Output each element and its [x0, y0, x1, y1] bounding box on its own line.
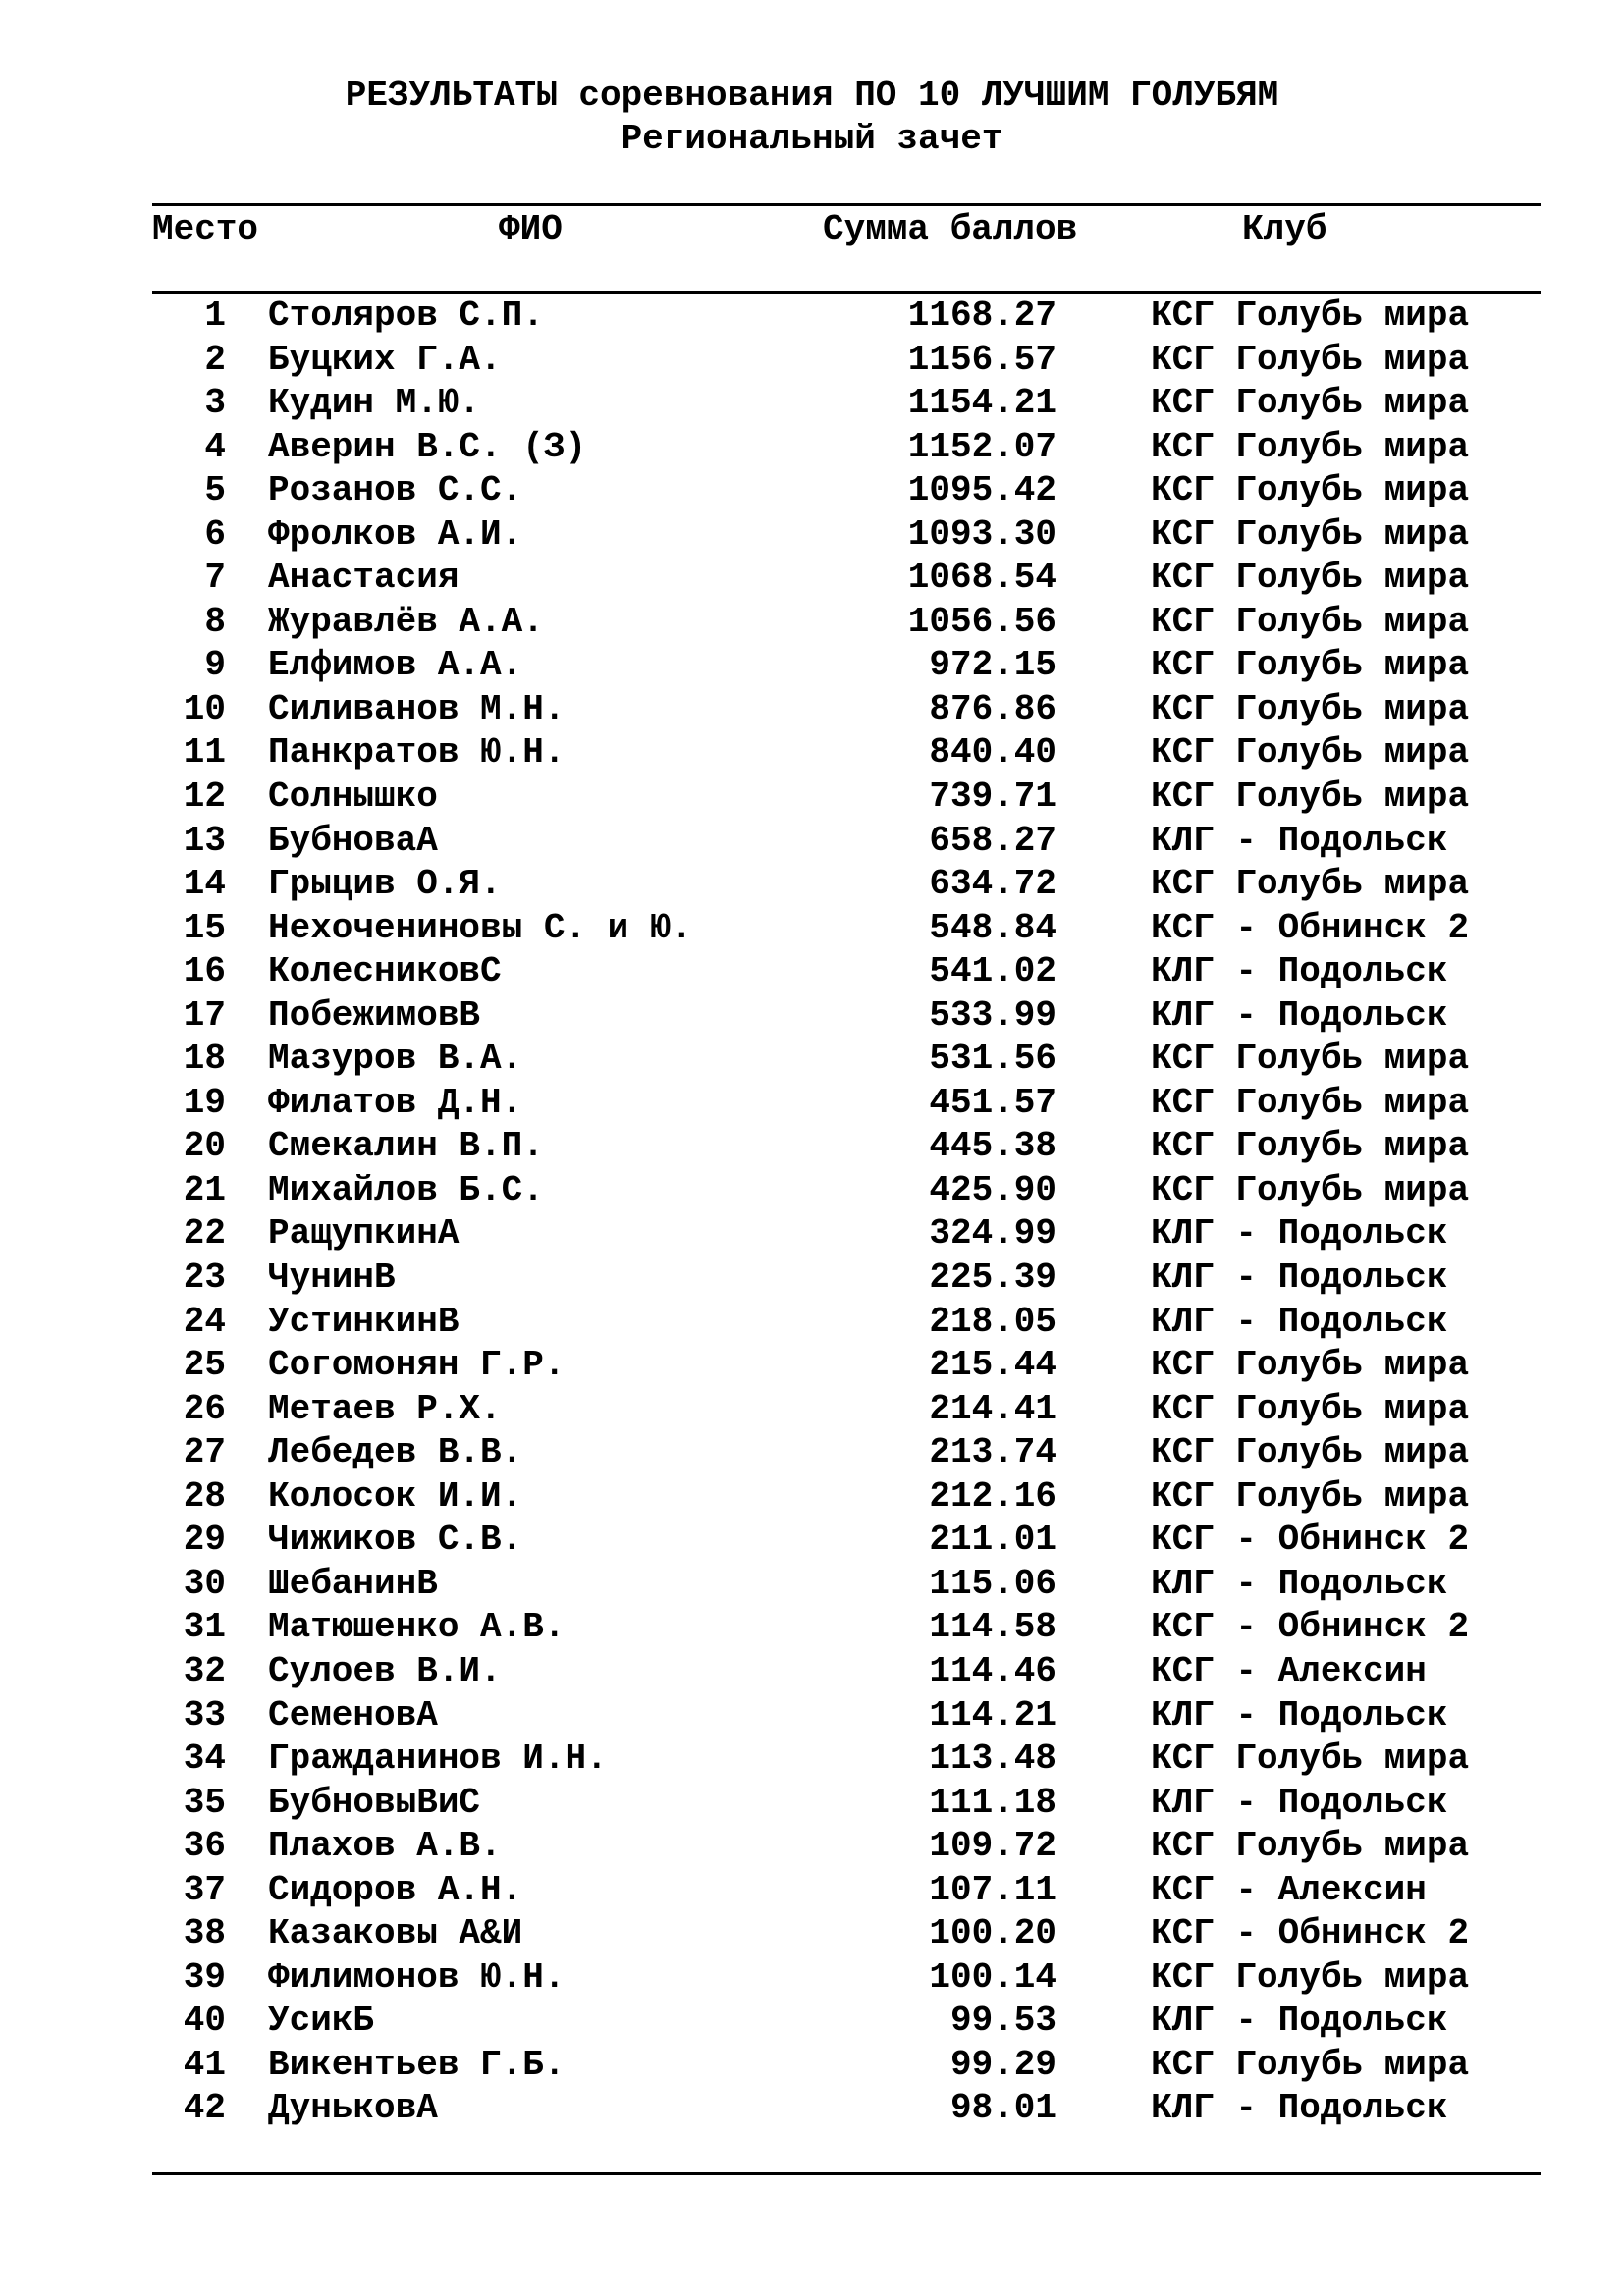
score-cell: 533.99 [929, 994, 1056, 1036]
club-cell: КЛГ - Подольск [1151, 1301, 1448, 1342]
table-row [0, 775, 1624, 820]
score-cell: 425.90 [929, 1169, 1056, 1210]
place-cell: 31 [183, 1607, 226, 1648]
table-row [0, 994, 1624, 1039]
table-row [0, 1431, 1624, 1475]
name-cell: КолесниковС [268, 951, 502, 992]
place-cell: 24 [183, 1301, 226, 1342]
bottom-divider [152, 2172, 1541, 2175]
table-row [0, 1301, 1624, 1345]
place-cell: 6 [204, 513, 226, 555]
page-title: РЕЗУЛЬТАТЫ соревнования ПО 10 ЛУЧШИМ ГОЛУБЯМ [345, 76, 1279, 116]
place-cell: 19 [183, 1082, 226, 1123]
place-cell: 39 [183, 1956, 226, 1998]
place-cell: 34 [183, 1738, 226, 1780]
column-header-place: Место [152, 209, 259, 249]
table-row [0, 469, 1624, 513]
table-row [0, 731, 1624, 775]
place-cell: 9 [204, 645, 226, 686]
name-cell: УсикБ [268, 2001, 375, 2042]
table-row [0, 1737, 1624, 1782]
table-row [0, 1125, 1624, 1169]
club-cell: КСГ Голубь мира [1151, 295, 1470, 336]
place-cell: 30 [183, 1563, 226, 1604]
table-row [0, 1519, 1624, 1563]
place-cell: 37 [183, 1869, 226, 1910]
score-cell: 1154.21 [907, 383, 1056, 424]
table-row [0, 1606, 1624, 1650]
name-cell: Грыцив О.Я. [268, 864, 502, 905]
club-cell: КСГ Голубь мира [1151, 470, 1470, 511]
club-cell: КСГ Голубь мира [1151, 732, 1470, 774]
place-cell: 7 [204, 558, 226, 599]
table-row [0, 1169, 1624, 1213]
table-row [0, 644, 1624, 688]
club-cell: КЛГ - Подольск [1151, 1563, 1448, 1604]
score-cell: 99.53 [949, 2001, 1056, 2042]
table-row [0, 1782, 1624, 1826]
name-cell: СеменовА [268, 1694, 438, 1735]
table-row [0, 907, 1624, 951]
name-cell: Нехочениновы С. и Ю. [268, 907, 693, 948]
club-cell: КСГ Голубь мира [1151, 513, 1470, 555]
score-cell: 634.72 [929, 864, 1056, 905]
table-row [0, 820, 1624, 864]
name-cell: Смекалин В.П. [268, 1126, 544, 1167]
place-cell: 2 [204, 339, 226, 380]
name-cell: ДуньковА [268, 2088, 438, 2129]
score-cell: 214.41 [929, 1388, 1056, 1429]
place-cell: 33 [183, 1694, 226, 1735]
score-cell: 658.27 [929, 820, 1056, 861]
table-row [0, 1388, 1624, 1432]
club-cell: КЛГ - Подольск [1151, 1782, 1448, 1823]
score-cell: 531.56 [929, 1039, 1056, 1080]
club-cell: КЛГ - Подольск [1151, 994, 1448, 1036]
name-cell: Аверин В.С. (З) [268, 426, 587, 467]
name-cell: Панкратов Ю.Н. [268, 732, 566, 774]
club-cell: КЛГ - Подольск [1151, 1694, 1448, 1735]
table-row [0, 1038, 1624, 1082]
club-cell: КСГ Голубь мира [1151, 558, 1470, 599]
column-header-score: Сумма баллов [823, 209, 1078, 249]
name-cell: Чижиков С.В. [268, 1520, 523, 1561]
place-cell: 42 [183, 2088, 226, 2129]
score-cell: 1056.56 [907, 601, 1056, 642]
name-cell: Михайлов Б.С. [268, 1169, 544, 1210]
table-row [0, 1825, 1624, 1869]
place-cell: 22 [183, 1213, 226, 1255]
club-cell: КСГ Голубь мира [1151, 383, 1470, 424]
column-header-name: ФИО [499, 209, 563, 249]
place-cell: 18 [183, 1039, 226, 1080]
club-cell: КСГ Голубь мира [1151, 1432, 1470, 1473]
score-cell: 1095.42 [907, 470, 1056, 511]
name-cell: Фролков А.И. [268, 513, 523, 555]
results-table [0, 294, 1624, 2131]
table-row [0, 1212, 1624, 1256]
table-row [0, 950, 1624, 994]
club-cell: КСГ Голубь мира [1151, 1956, 1470, 1998]
table-row [0, 1694, 1624, 1738]
name-cell: Плахов А.В. [268, 1826, 502, 1867]
place-cell: 3 [204, 383, 226, 424]
place-cell: 21 [183, 1169, 226, 1210]
club-cell: КСГ - Обнинск 2 [1151, 907, 1470, 948]
table-row [0, 513, 1624, 558]
place-cell: 13 [183, 820, 226, 861]
table-row [0, 1344, 1624, 1388]
place-cell: 4 [204, 426, 226, 467]
score-cell: 115.06 [929, 1563, 1056, 1604]
table-row [0, 1912, 1624, 1956]
name-cell: Гражданинов И.Н. [268, 1738, 608, 1780]
score-cell: 1068.54 [907, 558, 1056, 599]
score-cell: 972.15 [929, 645, 1056, 686]
place-cell: 28 [183, 1475, 226, 1517]
place-cell: 8 [204, 601, 226, 642]
name-cell: РащупкинА [268, 1213, 460, 1255]
club-cell: КСГ Голубь мира [1151, 1169, 1470, 1210]
score-cell: 111.18 [929, 1782, 1056, 1823]
name-cell: Филимонов Ю.Н. [268, 1956, 566, 1998]
club-cell: КЛГ - Подольск [1151, 2088, 1448, 2129]
place-cell: 20 [183, 1126, 226, 1167]
score-cell: 541.02 [929, 951, 1056, 992]
club-cell: КСГ Голубь мира [1151, 601, 1470, 642]
score-cell: 1156.57 [907, 339, 1056, 380]
score-cell: 213.74 [929, 1432, 1056, 1473]
club-cell: КСГ Голубь мира [1151, 1126, 1470, 1167]
name-cell: Колосок И.И. [268, 1475, 523, 1517]
place-cell: 5 [204, 470, 226, 511]
place-cell: 29 [183, 1520, 226, 1561]
club-cell: КСГ Голубь мира [1151, 1345, 1470, 1386]
name-cell: ЧунинВ [268, 1257, 396, 1299]
table-row [0, 1869, 1624, 1913]
score-cell: 739.71 [929, 776, 1056, 818]
score-cell: 324.99 [929, 1213, 1056, 1255]
club-cell: КСГ Голубь мира [1151, 645, 1470, 686]
score-cell: 225.39 [929, 1257, 1056, 1299]
score-cell: 114.58 [929, 1607, 1056, 1648]
score-cell: 1168.27 [907, 295, 1056, 336]
place-cell: 12 [183, 776, 226, 818]
table-row [0, 1650, 1624, 1694]
club-cell: КЛГ - Подольск [1151, 1213, 1448, 1255]
name-cell: Лебедев В.В. [268, 1432, 523, 1473]
table-row [0, 1475, 1624, 1520]
name-cell: Столяров С.П. [268, 295, 544, 336]
table-row [0, 557, 1624, 601]
name-cell: Викентьев Г.Б. [268, 2044, 566, 2085]
score-cell: 445.38 [929, 1126, 1056, 1167]
place-cell: 17 [183, 994, 226, 1036]
club-cell: КСГ Голубь мира [1151, 688, 1470, 729]
name-cell: ШебанинВ [268, 1563, 438, 1604]
name-cell: ПобежимовВ [268, 994, 481, 1036]
club-cell: КЛГ - Подольск [1151, 951, 1448, 992]
table-row [0, 1563, 1624, 1607]
place-cell: 16 [183, 951, 226, 992]
score-cell: 109.72 [929, 1826, 1056, 1867]
place-cell: 36 [183, 1826, 226, 1867]
place-cell: 25 [183, 1345, 226, 1386]
score-cell: 100.14 [929, 1956, 1056, 1998]
table-row [0, 339, 1624, 383]
club-cell: КСГ - Алексин [1151, 1650, 1427, 1691]
name-cell: Мазуров В.А. [268, 1039, 523, 1080]
score-cell: 212.16 [929, 1475, 1056, 1517]
score-cell: 548.84 [929, 907, 1056, 948]
place-cell: 27 [183, 1432, 226, 1473]
score-cell: 211.01 [929, 1520, 1056, 1561]
score-cell: 99.29 [949, 2044, 1056, 2085]
place-cell: 23 [183, 1257, 226, 1299]
table-row [0, 2087, 1624, 2131]
place-cell: 38 [183, 1913, 226, 1954]
club-cell: КСГ Голубь мира [1151, 1039, 1470, 1080]
header-divider [152, 291, 1541, 294]
score-cell: 218.05 [929, 1301, 1056, 1342]
score-cell: 114.46 [929, 1650, 1056, 1691]
place-cell: 15 [183, 907, 226, 948]
place-cell: 40 [183, 2001, 226, 2042]
table-row [0, 2000, 1624, 2044]
score-cell: 107.11 [929, 1869, 1056, 1910]
name-cell: Кудин М.Ю. [268, 383, 481, 424]
place-cell: 26 [183, 1388, 226, 1429]
name-cell: Матюшенко А.В. [268, 1607, 566, 1648]
place-cell: 1 [204, 295, 226, 336]
place-cell: 41 [183, 2044, 226, 2085]
club-cell: КСГ Голубь мира [1151, 776, 1470, 818]
score-cell: 113.48 [929, 1738, 1056, 1780]
name-cell: Елфимов А.А. [268, 645, 523, 686]
name-cell: Казаковы А&И [268, 1913, 523, 1954]
name-cell: Сидоров А.Н. [268, 1869, 523, 1910]
club-cell: КСГ - Обнинск 2 [1151, 1913, 1470, 1954]
name-cell: БубновыВиС [268, 1782, 481, 1823]
club-cell: КСГ Голубь мира [1151, 1388, 1470, 1429]
top-divider [152, 203, 1541, 206]
club-cell: КСГ Голубь мира [1151, 864, 1470, 905]
column-header-club: Клуб [1242, 209, 1327, 249]
score-cell: 1093.30 [907, 513, 1056, 555]
score-cell: 100.20 [929, 1913, 1056, 1954]
club-cell: КСГ Голубь мира [1151, 1082, 1470, 1123]
table-row [0, 688, 1624, 732]
club-cell: КСГ Голубь мира [1151, 2044, 1470, 2085]
place-cell: 14 [183, 864, 226, 905]
name-cell: Розанов С.С. [268, 470, 523, 511]
table-row [0, 1256, 1624, 1301]
table-row [0, 294, 1624, 339]
name-cell: Анастасия [268, 558, 460, 599]
club-cell: КСГ - Обнинск 2 [1151, 1607, 1470, 1648]
score-cell: 1152.07 [907, 426, 1056, 467]
club-cell: КСГ Голубь мира [1151, 339, 1470, 380]
table-row [0, 382, 1624, 426]
score-cell: 114.21 [929, 1694, 1056, 1735]
club-cell: КСГ Голубь мира [1151, 1826, 1470, 1867]
table-row [0, 601, 1624, 645]
name-cell: Журавлёв А.А. [268, 601, 544, 642]
name-cell: Силиванов М.Н. [268, 688, 566, 729]
club-cell: КЛГ - Подольск [1151, 2001, 1448, 2042]
place-cell: 11 [183, 732, 226, 774]
score-cell: 451.57 [929, 1082, 1056, 1123]
score-cell: 840.40 [929, 732, 1056, 774]
score-cell: 98.01 [949, 2088, 1056, 2129]
name-cell: УстинкинВ [268, 1301, 460, 1342]
club-cell: КСГ Голубь мира [1151, 1738, 1470, 1780]
table-row [0, 1956, 1624, 2001]
score-cell: 215.44 [929, 1345, 1056, 1386]
name-cell: Метаев Р.Х. [268, 1388, 502, 1429]
table-row [0, 2044, 1624, 2088]
page-subtitle: Региональный зачет [621, 119, 1003, 159]
place-cell: 35 [183, 1782, 226, 1823]
name-cell: Солнышко [268, 776, 438, 818]
club-cell: КСГ - Обнинск 2 [1151, 1520, 1470, 1561]
place-cell: 10 [183, 688, 226, 729]
club-cell: КЛГ - Подольск [1151, 1257, 1448, 1299]
score-cell: 876.86 [929, 688, 1056, 729]
name-cell: БубноваА [268, 820, 438, 861]
place-cell: 32 [183, 1650, 226, 1691]
name-cell: Сулоев В.И. [268, 1650, 502, 1691]
table-row [0, 863, 1624, 907]
table-row [0, 1082, 1624, 1126]
club-cell: КЛГ - Подольск [1151, 820, 1448, 861]
table-row [0, 426, 1624, 470]
club-cell: КСГ - Алексин [1151, 1869, 1427, 1910]
club-cell: КСГ Голубь мира [1151, 426, 1470, 467]
club-cell: КСГ Голубь мира [1151, 1475, 1470, 1517]
name-cell: Согомонян Г.Р. [268, 1345, 566, 1386]
name-cell: Буцких Г.А. [268, 339, 502, 380]
name-cell: Филатов Д.Н. [268, 1082, 523, 1123]
